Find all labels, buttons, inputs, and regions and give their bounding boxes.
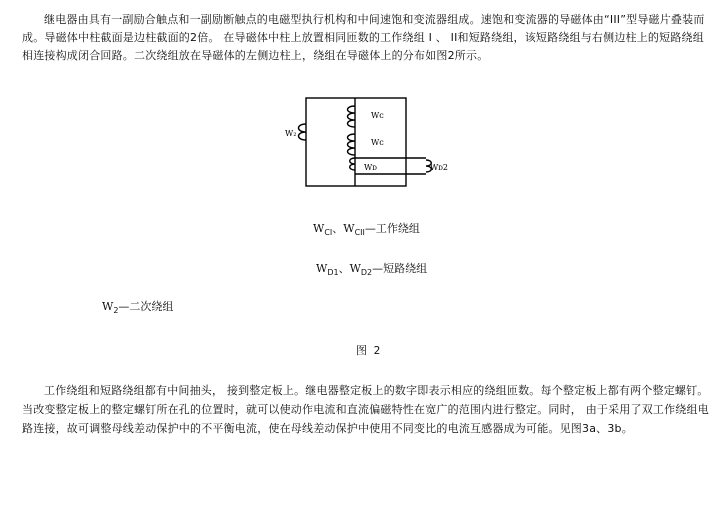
legend-short-sub1: D1 — [327, 268, 339, 277]
label-w2: W₂ — [285, 129, 297, 138]
winding-distribution-diagram — [280, 96, 450, 196]
label-wd1: Wᴅ — [364, 163, 377, 172]
legend-work-sub1: CI — [324, 228, 333, 237]
legend-short-windings — [316, 262, 427, 280]
legend-work-sep: 、 — [332, 222, 344, 235]
wc2-coil — [348, 134, 356, 155]
legend-work-sym1: W — [313, 222, 325, 235]
legend-short-sym1: W — [316, 262, 328, 275]
detail-paragraph — [22, 381, 712, 438]
label-wd2: Wᴅ2 — [430, 163, 448, 172]
legend-short-sub2: D2 — [360, 268, 373, 277]
intro-paragraph-text: 继电器由具有一副励合触点和一副励断触点的电磁型执行机构和中间速饱和变流器组成。速饱和变流器的导磁体由“III”型导磁片叠装而成。导磁体中柱截面是边柱截面的2倍。 在导磁体中柱上放置相同匝数的工作绕组 I 、 II和短路绕组，该短路绕组与右侧边柱上的短路绕组相连接构成闭合回路。二次绕组放在导磁体的左侧边柱上，绕组在导磁体上的分布如图2所示。 — [22, 13, 705, 62]
detail-paragraph-text: 工作绕组和短路绕组都有中间抽头， 接到整定板上。继电器整定板上的数字即表示相应的绕组匝数。每个整定板上都有两个整定螺钉。当改变整定板上的整定螺钉所在孔的位置时，就可以使动作电流和直流偏磁特性在宽广的范围内进行整定。同时， 由于采用了双工作绕组电路连接，故可调整母线差动保护中的不平衡电流，使在母线差动保护中使用不同变比的电流互感器成为可能。见图3a、3b。 — [22, 384, 709, 435]
legend-secondary-desc: —二次绕组 — [118, 300, 174, 313]
legend-work-sym2: W — [343, 222, 355, 235]
wc1-coil — [348, 106, 356, 127]
label-wc2: Wᴄ — [371, 138, 384, 147]
legend-secondary-sym: W — [102, 300, 114, 313]
legend-short-desc: —短路绕组 — [372, 262, 428, 275]
label-wc1: Wᴄ — [371, 111, 384, 120]
intro-paragraph — [22, 11, 712, 65]
legend-work-windings — [313, 222, 420, 240]
w2-coil — [299, 124, 307, 140]
wd1-coil — [350, 158, 355, 170]
legend-short-sep: 、 — [338, 262, 350, 275]
legend-secondary-winding — [102, 300, 173, 318]
legend-work-sub2: CII — [354, 228, 365, 237]
core-outline — [306, 98, 406, 186]
figure-caption: 图 2 — [356, 344, 381, 357]
legend-short-sym2: W — [349, 262, 361, 275]
legend-secondary-sub: 2 — [113, 306, 119, 315]
legend-work-desc: —工作绕组 — [364, 222, 420, 235]
